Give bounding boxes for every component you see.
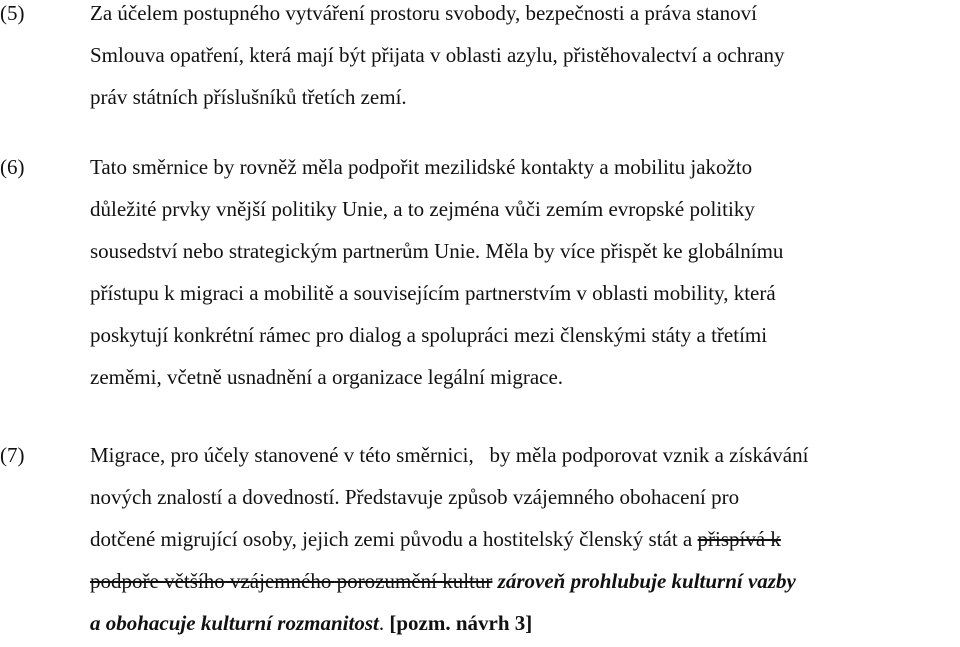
deleted-text: přispívá k [697,527,781,551]
text-line: Tato směrnice by rovněž měla podpořit mezilidské kontakty a mobilitu jakožto [90,155,753,179]
text-line [90,518,956,560]
text-line: sousedství nebo strategickým partnerům Unie. Měla by více přispět ke globálnímu [90,239,784,263]
text-line: nových znalostí a dovedností. Představuje způsob vzájemného obohacení pro [90,485,740,509]
text-line: Smlouva opatření, která mají být přijata v oblasti azylu, přistěhovalectví a ochrany [90,43,785,67]
text-line: poskytují konkrétní rámec pro dialog a spolupráci mezi členskými státy a třetími [90,323,768,347]
inserted-text: a obohacuje kulturní rozmanitost [90,611,379,635]
paragraph-text [90,146,956,398]
text-line [90,602,956,644]
text-line: Migrace, pro účely stanovené v této směrnici, by měla podporovat vznik a získávání [90,443,809,467]
text-line: zeměmi, včetně usnadnění a organizace legální migrace. [90,365,564,389]
text-line: důležité prvky vnější politiky Unie, a to zejména vůči zemím evropské politiky [90,197,755,221]
paragraph-number: (7) [0,443,25,467]
text-line: Za účelem postupného vytváření prostoru svobody, bezpečnosti a práva stanoví [90,1,757,25]
inserted-text: zároveň prohlubuje kulturní vazby [492,569,796,593]
plain-text: . [378,611,390,635]
amendment-reference: [pozm. návrh 3] [389,611,533,635]
paragraph-number: (6) [0,155,25,179]
text-line: přístupu k migraci a mobilitě a souvisejícím partnerstvím v oblasti mobility, která [90,281,776,305]
text-line [90,560,956,602]
paragraph-text [90,0,956,118]
deleted-text: podpoře většího vzájemného porozumění kultur [90,569,493,593]
text-line: práv státních příslušníků třetích zemí. [90,85,407,109]
plain-text: dotčené migrující osoby, jejich zemi původu a hostitelský členský stát a [90,527,698,551]
paragraph-text [90,434,956,644]
paragraph-number: (5) [0,1,25,25]
